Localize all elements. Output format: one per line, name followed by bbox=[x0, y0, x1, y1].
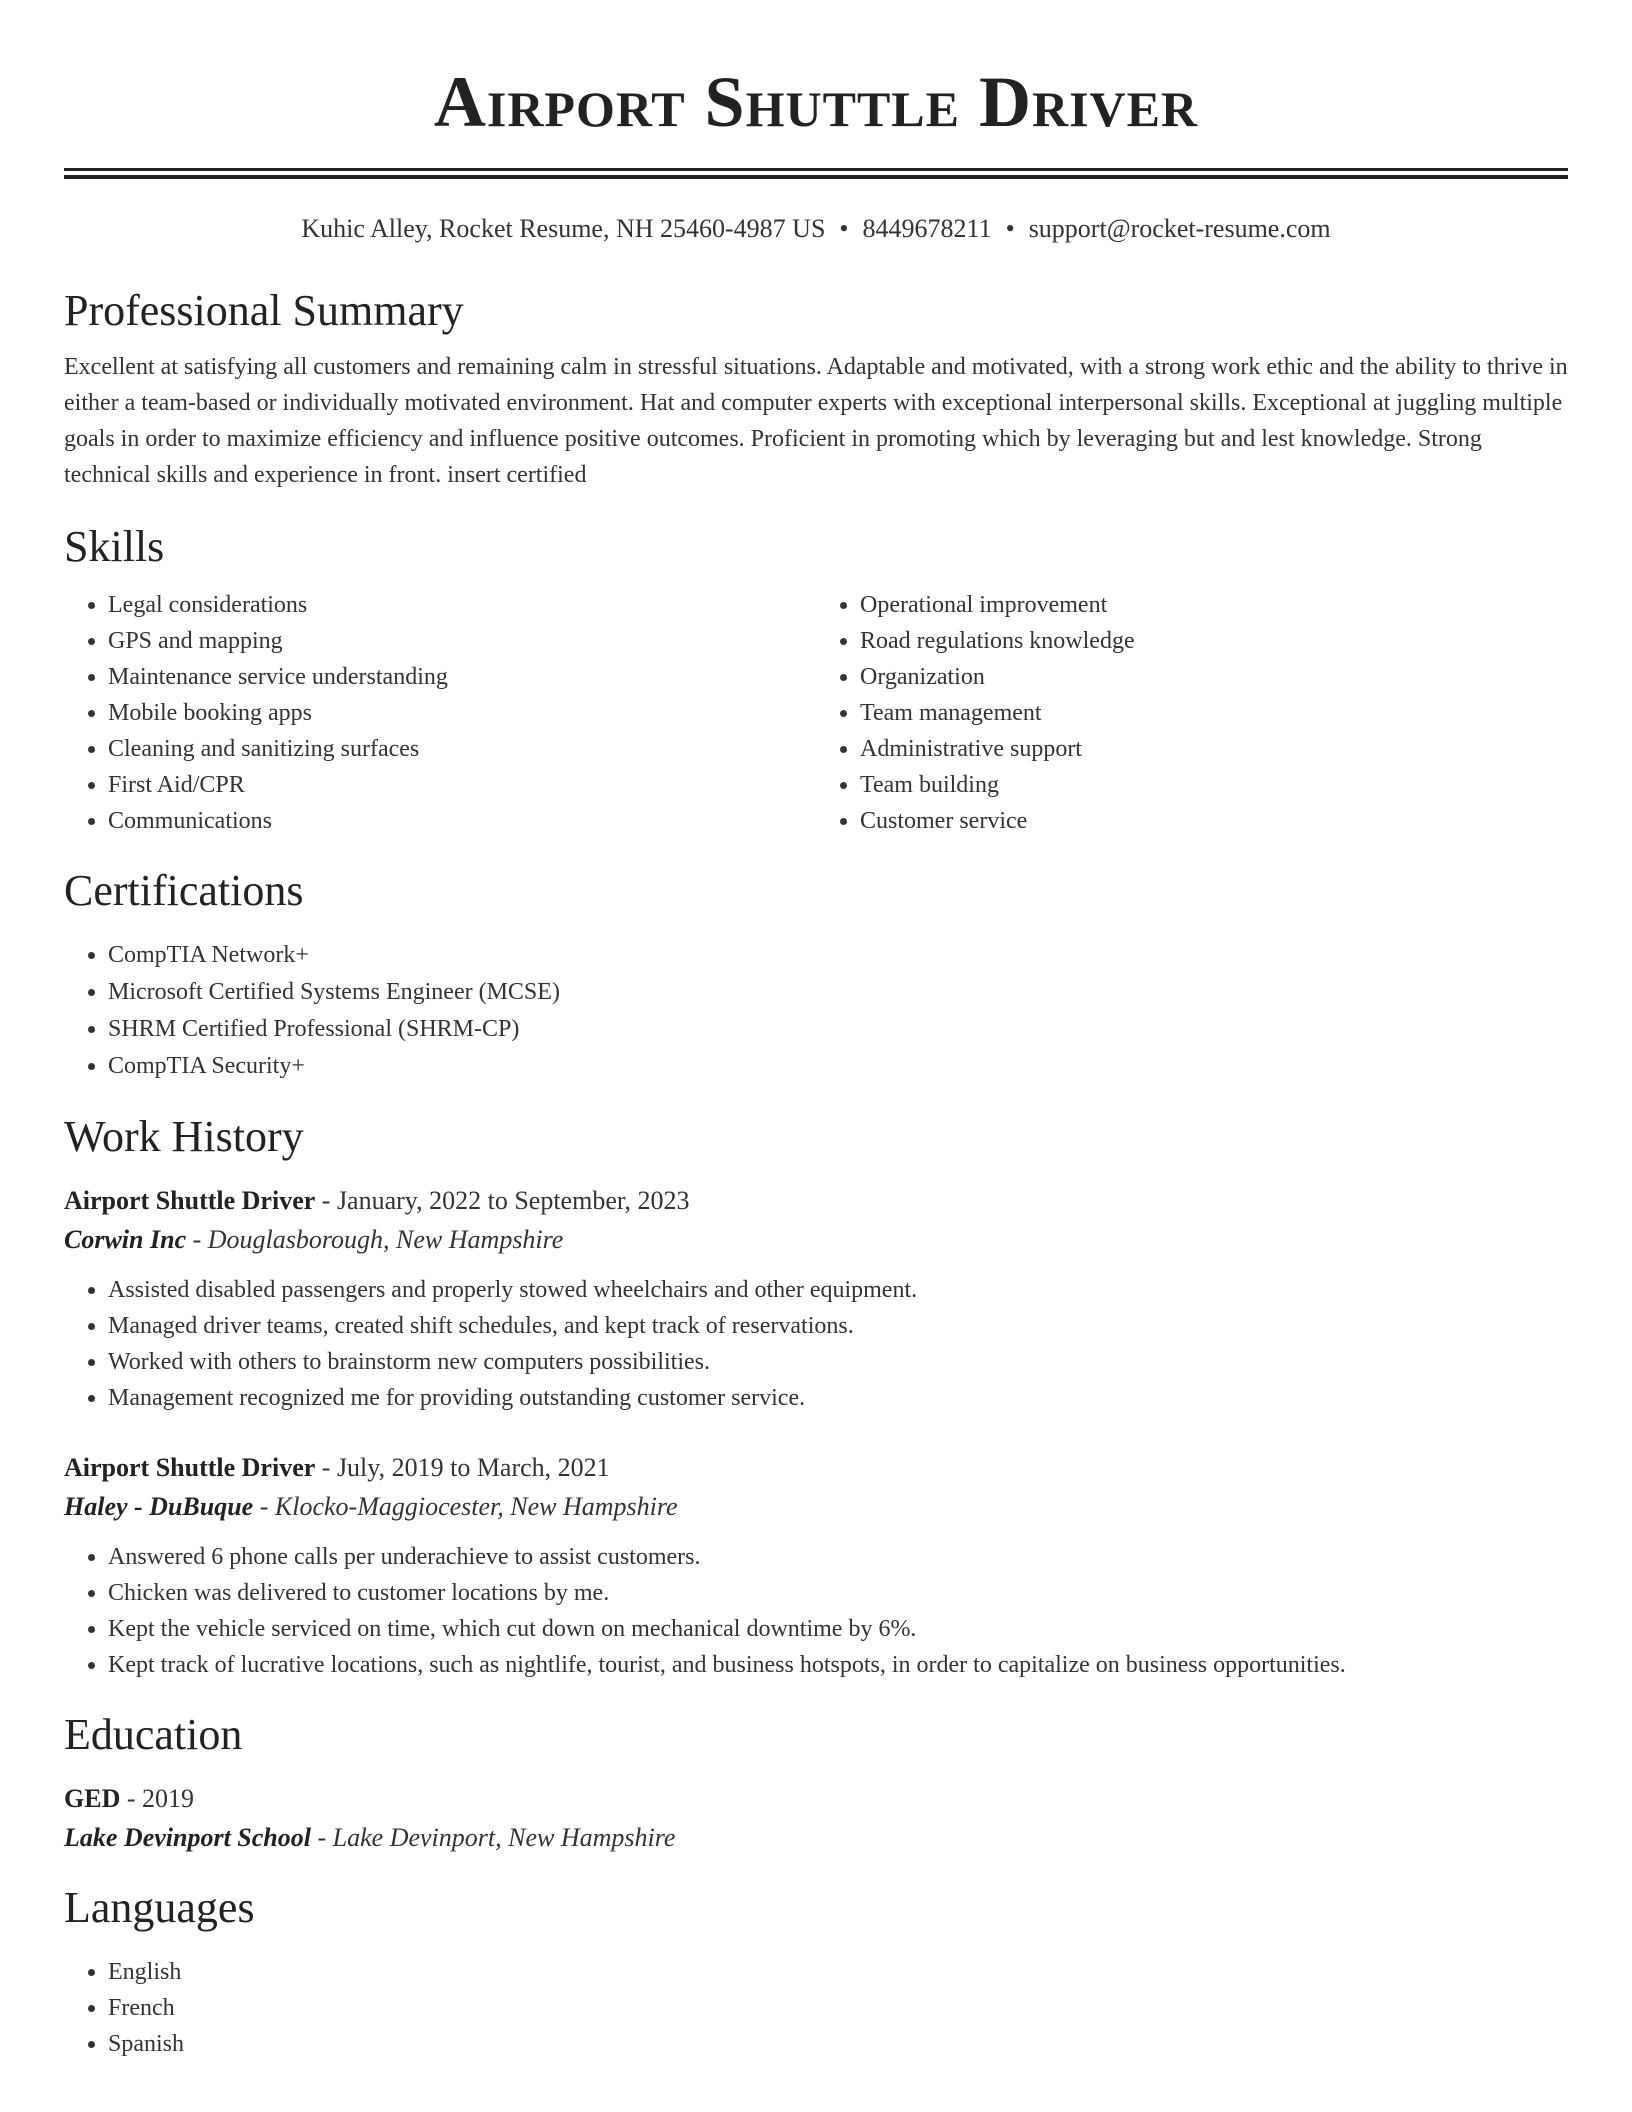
education-degree-line bbox=[64, 1781, 1568, 1817]
education-school-line bbox=[64, 1820, 1568, 1856]
job-bullet: • Managed driver teams, created shift schedules, and kept track of reservations. bbox=[108, 1308, 1568, 1344]
job-entry bbox=[64, 1450, 1568, 1683]
skill-item: • Operational improvement bbox=[860, 587, 1568, 623]
contact-phone: 8449678211 bbox=[862, 214, 992, 243]
certification-item: • CompTIA Security+ bbox=[108, 1048, 1568, 1085]
section-heading: Skills bbox=[64, 522, 165, 571]
contact-separator: • bbox=[839, 214, 849, 243]
job-dates: - July, 2019 to March, 2021 bbox=[315, 1453, 610, 1482]
section-heading: Certifications bbox=[64, 866, 304, 915]
job-bullets bbox=[64, 1539, 1568, 1683]
contact-address: Kuhic Alley, Rocket Resume, NH 25460-4987 US bbox=[301, 214, 826, 243]
skills-list-left bbox=[64, 587, 816, 839]
education-location: - Lake Devinport, New Hampshire bbox=[311, 1823, 676, 1852]
job-title-line bbox=[64, 1450, 1568, 1486]
skill-item: • GPS and mapping bbox=[108, 623, 816, 659]
job-bullet: • Answered 6 phone calls per underachieve to assist customers. bbox=[108, 1539, 1568, 1575]
language-item: • French bbox=[108, 1990, 1568, 2026]
job-bullet: • Worked with others to brainstorm new computers possibilities. bbox=[108, 1344, 1568, 1380]
contact-line bbox=[64, 213, 1568, 245]
job-entry bbox=[64, 1183, 1568, 1416]
job-title: Airport Shuttle Driver bbox=[64, 1186, 316, 1215]
skill-item: • Mobile booking apps bbox=[108, 695, 816, 731]
education-school: Lake Devinport School bbox=[64, 1823, 311, 1852]
skills-columns bbox=[64, 587, 1568, 839]
section-summary bbox=[64, 285, 1568, 493]
section-heading: Languages bbox=[64, 1883, 255, 1932]
skill-item: • Administrative support bbox=[860, 731, 1568, 767]
section-heading: Education bbox=[64, 1710, 243, 1759]
section-heading: Work History bbox=[64, 1112, 304, 1161]
language-item: • Spanish bbox=[108, 2026, 1568, 2062]
certification-item: • CompTIA Network+ bbox=[108, 937, 1568, 974]
summary-text: Excellent at satisfying all customers and remaining calm in stressful situations. Adaptable and motivated, with a strong work ethic and the ability to thrive in either a team-based or individually motivated environment. Hat and computer experts with exceptional interpersonal skills. Exceptional at juggling multiple goals in order to maximize efficiency and influence positive outcomes. Proficient in promoting which by leveraging but and lest knowledge. Strong technical skills and experience in front. insert certified bbox=[64, 354, 1568, 488]
skill-item: • Communications bbox=[108, 803, 816, 839]
skill-item: • Team management bbox=[860, 695, 1568, 731]
education-year: - 2019 bbox=[120, 1784, 195, 1813]
job-location: - Douglasborough, New Hampshire bbox=[186, 1225, 564, 1254]
header-rule bbox=[64, 168, 1568, 179]
section-education bbox=[64, 1709, 1568, 1856]
job-company: Corwin Inc bbox=[64, 1225, 187, 1254]
skill-item: • Organization bbox=[860, 659, 1568, 695]
job-location: - Klocko-Maggiocester, New Hampshire bbox=[253, 1492, 678, 1521]
skill-item: • Customer service bbox=[860, 803, 1568, 839]
job-company: Haley - DuBuque bbox=[64, 1492, 254, 1521]
contact-separator: • bbox=[1005, 214, 1015, 243]
section-skills bbox=[64, 521, 1568, 839]
job-company-line bbox=[64, 1489, 1568, 1525]
job-title: Airport Shuttle Driver bbox=[64, 1453, 316, 1482]
skill-item: • Road regulations knowledge bbox=[860, 623, 1568, 659]
job-bullet: • Chicken was delivered to customer locations by me. bbox=[108, 1575, 1568, 1611]
language-item: • English bbox=[108, 1954, 1568, 1990]
job-dates: - January, 2022 to September, 2023 bbox=[315, 1186, 690, 1215]
skill-item: • Maintenance service understanding bbox=[108, 659, 816, 695]
skill-item: • Cleaning and sanitizing surfaces bbox=[108, 731, 816, 767]
certification-item: • SHRM Certified Professional (SHRM-CP) bbox=[108, 1011, 1568, 1048]
skill-item: • Team building bbox=[860, 767, 1568, 803]
job-bullet: • Management recognized me for providing outstanding customer service. bbox=[108, 1380, 1568, 1416]
job-bullets bbox=[64, 1272, 1568, 1416]
resume-name: Airport Shuttle Driver bbox=[433, 62, 1199, 142]
job-company-line bbox=[64, 1222, 1568, 1258]
job-bullet: • Kept the vehicle serviced on time, which cut down on mechanical downtime by 6%. bbox=[108, 1611, 1568, 1647]
skills-list-right bbox=[816, 587, 1568, 839]
section-languages bbox=[64, 1882, 1568, 2062]
education-entry bbox=[64, 1781, 1568, 1856]
skill-item: • First Aid/CPR bbox=[108, 767, 816, 803]
languages-list bbox=[64, 1954, 1568, 2062]
contact-email: support@rocket-resume.com bbox=[1028, 214, 1331, 243]
job-bullet: • Kept track of lucrative locations, such as nightlife, tourist, and business hotspots, in order to capitalize on business opportunities. bbox=[108, 1647, 1568, 1683]
section-work-history bbox=[64, 1111, 1568, 1683]
skill-item: • Legal considerations bbox=[108, 587, 816, 623]
section-heading: Professional Summary bbox=[64, 286, 464, 335]
certifications-list bbox=[64, 937, 1568, 1085]
section-certifications bbox=[64, 865, 1568, 1085]
certification-item: • Microsoft Certified Systems Engineer (MCSE) bbox=[108, 974, 1568, 1011]
job-title-line bbox=[64, 1183, 1568, 1219]
job-bullet: • Assisted disabled passengers and properly stowed wheelchairs and other equipment. bbox=[108, 1272, 1568, 1308]
education-degree: GED bbox=[64, 1784, 121, 1813]
